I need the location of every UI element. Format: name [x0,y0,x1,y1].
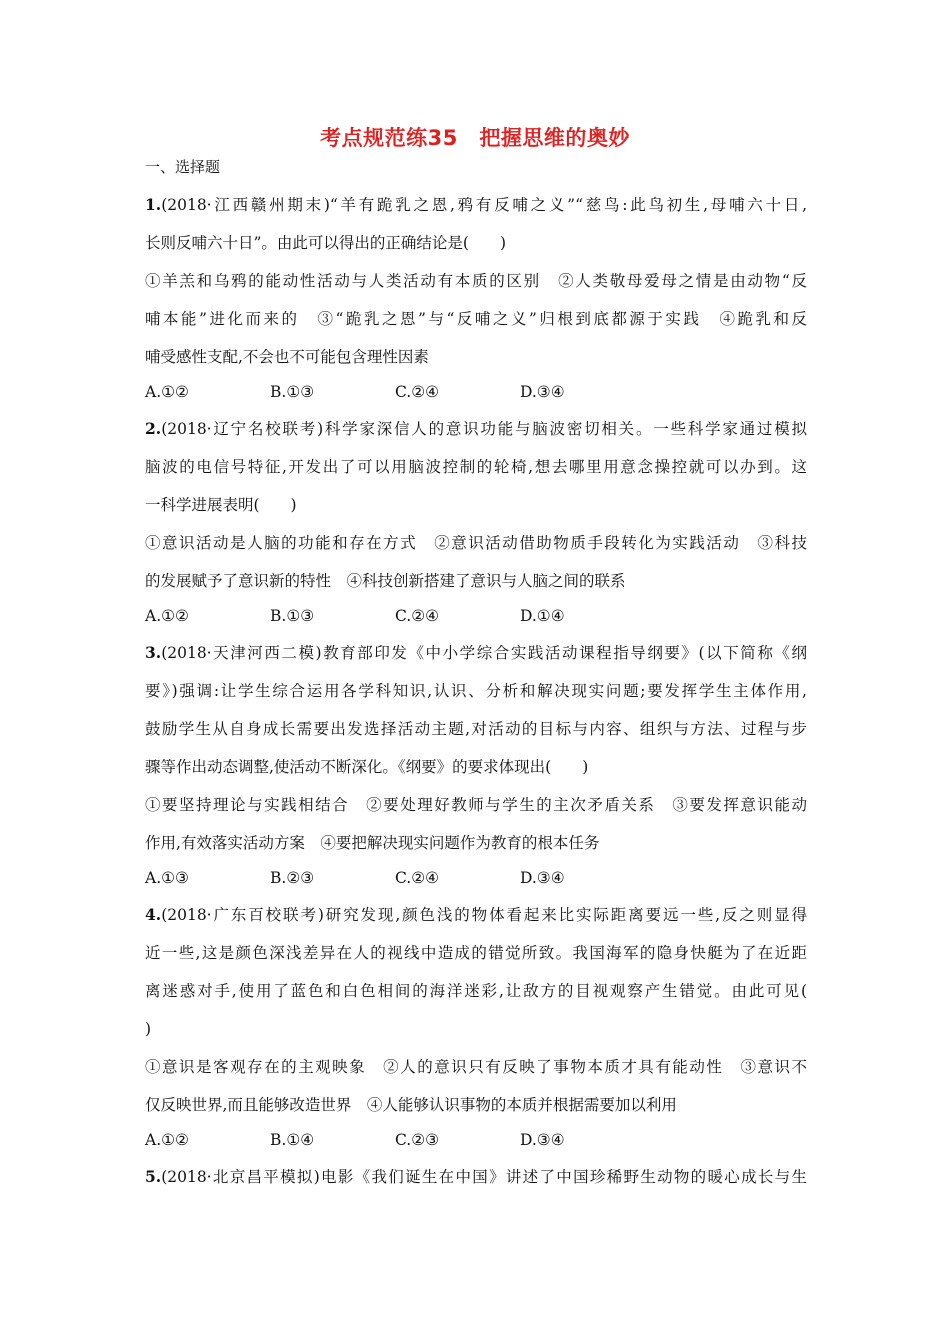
option-b[interactable]: B.①③ [270,607,315,625]
answer-options [145,376,807,408]
option-b[interactable]: B.①④ [270,1131,315,1149]
question-list [145,186,807,1196]
statement-line: ①要坚持理论与实践相结合 ②要处理好教师与学生的主次矛盾关系 ③要发挥意识能动 [145,796,807,814]
question-number: 4. [145,905,162,924]
statement-line: 的发展赋予了意识新的特性 ④科技创新搭建了意识与人脑之间的联系 [145,572,626,590]
question-text: (2018·北京昌平模拟)电影《我们诞生在中国》讲述了中国珍稀野生动物的暖心成长与生 [161,1168,807,1186]
question-line: 鼓励学生从自身成长需要出发选择活动主题,对活动的目标与内容、组织与方法、过程与步 [145,720,807,738]
option-c[interactable]: C.②③ [395,1131,440,1149]
question-line [145,410,807,448]
question-line: 骤等作出动态调整,使活动不断深化。《纲要》的要求体现出( ) [145,758,589,776]
option-c[interactable]: C.②④ [395,607,440,625]
statement-line: 作用,有效落实活动方案 ④要把解决现实问题作为教育的根本任务 [145,834,600,852]
option-a[interactable]: A.①③ [145,869,189,887]
question-line: 近一些,这是颜色深浅差异在人的视线中造成的错觉所致。我国海军的隐身快艇为了在近距 [145,944,807,962]
answer-options [145,862,807,894]
page-title: 考点规范练35 把握思维的奥妙 [320,126,630,150]
option-d[interactable]: D.③④ [520,869,565,887]
option-c[interactable]: C.②④ [395,383,440,401]
question-text: (2018·广东百校联考)研究发现,颜色浅的物体看起来比实际距离要远一些,反之则显得 [161,906,807,924]
question-1 [145,186,807,408]
question-line [145,186,807,224]
statement-line: ①羊羔和乌鸦的能动性活动与人类活动有本质的区别 ②人类敬母爱母之情是由动物“反 [145,272,807,290]
option-a[interactable]: A.①② [145,383,189,401]
statement-line: 仅反映世界,而且能够改造世界 ④人能够认识事物的本质并根据需要加以利用 [145,1096,677,1114]
option-c[interactable]: C.②④ [395,869,440,887]
question-line: 脑波的电信号特征,开发出了可以用脑波控制的轮椅,想去哪里用意念操控就可以办到。这 [145,458,807,476]
question-number: 2. [145,419,162,438]
statement-line: ①意识活动是人脑的功能和存在方式 ②意识活动借助物质手段转化为实践活动 ③科技 [145,534,807,552]
question-text: (2018·天津河西二模)教育部印发《中小学综合实践活动课程指导纲要》(以下简称《纲 [161,644,807,662]
question-5 [145,1158,807,1196]
question-line: 长则反哺六十日”。由此可以得出的正确结论是( ) [145,234,507,252]
question-line: 离迷惑对手,使用了蓝色和白色相间的海洋迷彩,让敌方的目视观察产生错觉。由此可见( [145,982,807,1000]
question-2 [145,410,807,632]
question-text: (2018·辽宁名校联考)科学家深信人的意识功能与脑波密切相关。一些科学家通过模拟 [161,420,807,438]
option-b[interactable]: B.①③ [270,383,315,401]
question-line [145,634,807,672]
option-d[interactable]: D.③④ [520,1131,565,1149]
statement-line: 哺本能”进化而来的 ③“跪乳之恩”与“反哺之义”归根到底都源于实践 ④跪乳和反 [145,310,807,328]
question-number: 5. [145,1167,162,1186]
question-number: 3. [145,643,162,662]
question-line [145,896,807,934]
statement-line: ①意识是客观存在的主观映象 ②人的意识只有反映了事物本质才具有能动性 ③意识不 [145,1058,807,1076]
question-line: 要》)强调:让学生综合运用各学科知识,认识、分析和解决现实问题;要发挥学生主体作用, [145,682,807,700]
question-4 [145,896,807,1156]
statement-line: 哺受感性支配,不会也不可能包含理性因素 [145,348,429,366]
answer-options [145,1124,807,1156]
question-line [145,1158,807,1196]
option-b[interactable]: B.②③ [270,869,315,887]
section-heading: 一、选择题 [145,158,221,176]
option-d[interactable]: D.①④ [520,607,565,625]
question-line: 一科学进展表明( ) [145,496,297,514]
option-a[interactable]: A.①② [145,607,189,625]
answer-options [145,600,807,632]
question-line: ) [145,1020,152,1038]
question-number: 1. [145,195,162,214]
option-d[interactable]: D.③④ [520,383,565,401]
question-3 [145,634,807,894]
option-a[interactable]: A.①② [145,1131,189,1149]
question-text: (2018·江西赣州期末)“羊有跪乳之恩,鸦有反哺之义”“慈鸟:此鸟初生,母哺六十日, [161,196,807,214]
